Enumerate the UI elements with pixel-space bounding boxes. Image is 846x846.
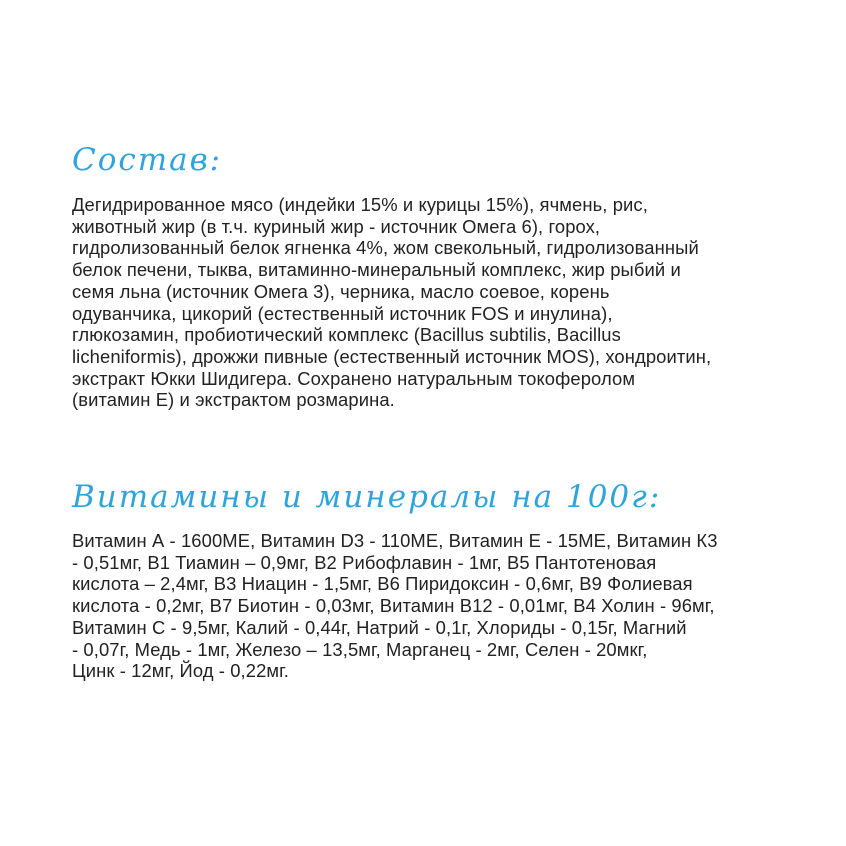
composition-line: глюкозамин, пробиотический комплекс (Bacillus subtilis, Bacillus xyxy=(72,324,621,346)
vitamins-line: Цинк - 12мг, Йод - 0,22мг. xyxy=(72,660,289,682)
composition-line: (витамин Е) и экстрактом розмарина. xyxy=(72,389,395,411)
vitamins-line: Витамин А - 1600МЕ, Витамин D3 - 110МЕ, Витамин Е - 15МЕ, Витамин К3 xyxy=(72,530,718,551)
vitamins-line: кислота – 2,4мг, В3 Ниацин - 1,5мг, В6 Пиридоксин - 0,6мг, В9 Фолиевая xyxy=(72,573,693,595)
composition-line: животный жир (в т.ч. куриный жир - источник Омега 6), горох, xyxy=(72,215,601,237)
vitamins-text xyxy=(72,530,812,682)
composition-heading: Состав: xyxy=(72,142,223,178)
composition-line: гидролизованный белок ягненка 4%, жом свекольный, гидролизованный xyxy=(72,237,699,259)
vitamins-line: - 0,51мг, В1 Тиамин – 0,9мг, В2 Рибофлавин - 1мг, В5 Пантотеновая xyxy=(72,551,657,573)
vitamins-line: кислота - 0,2мг, В7 Биотин - 0,03мг, Витамин В12 - 0,01мг, В4 Холин - 96мг, xyxy=(72,595,715,617)
composition-line: licheniformis), дрожжи пивные (естественный источник MOS), хондроитин, xyxy=(72,345,712,367)
vitamins-section xyxy=(72,477,812,682)
composition-line: белок печени, тыква, витаминно-минеральный комплекс, жир рыбий и xyxy=(72,259,681,281)
composition-line: одуванчика, цикорий (естественный источник FOS и инулина), xyxy=(72,302,613,324)
composition-line: семя льна (источник Омега 3), черника, масло соевое, корень xyxy=(72,280,610,302)
vitamins-line: - 0,07г, Медь - 1мг, Железо – 13,5мг, Марганец - 2мг, Селен - 20мкг, xyxy=(72,638,648,660)
composition-section xyxy=(72,140,812,411)
composition-line: Дегидрированное мясо (индейки 15% и курицы 15%), ячмень, рис, xyxy=(72,194,648,215)
composition-text xyxy=(72,194,812,411)
vitamins-line: Витамин С - 9,5мг, Калий - 0,44г, Натрий - 0,1г, Хлориды - 0,15г, Магний xyxy=(72,616,687,638)
composition-line: экстракт Юкки Шидигера. Сохранено натуральным токоферолом xyxy=(72,367,636,389)
vitamins-heading: Витамины и минералы на 100г: xyxy=(72,479,662,515)
